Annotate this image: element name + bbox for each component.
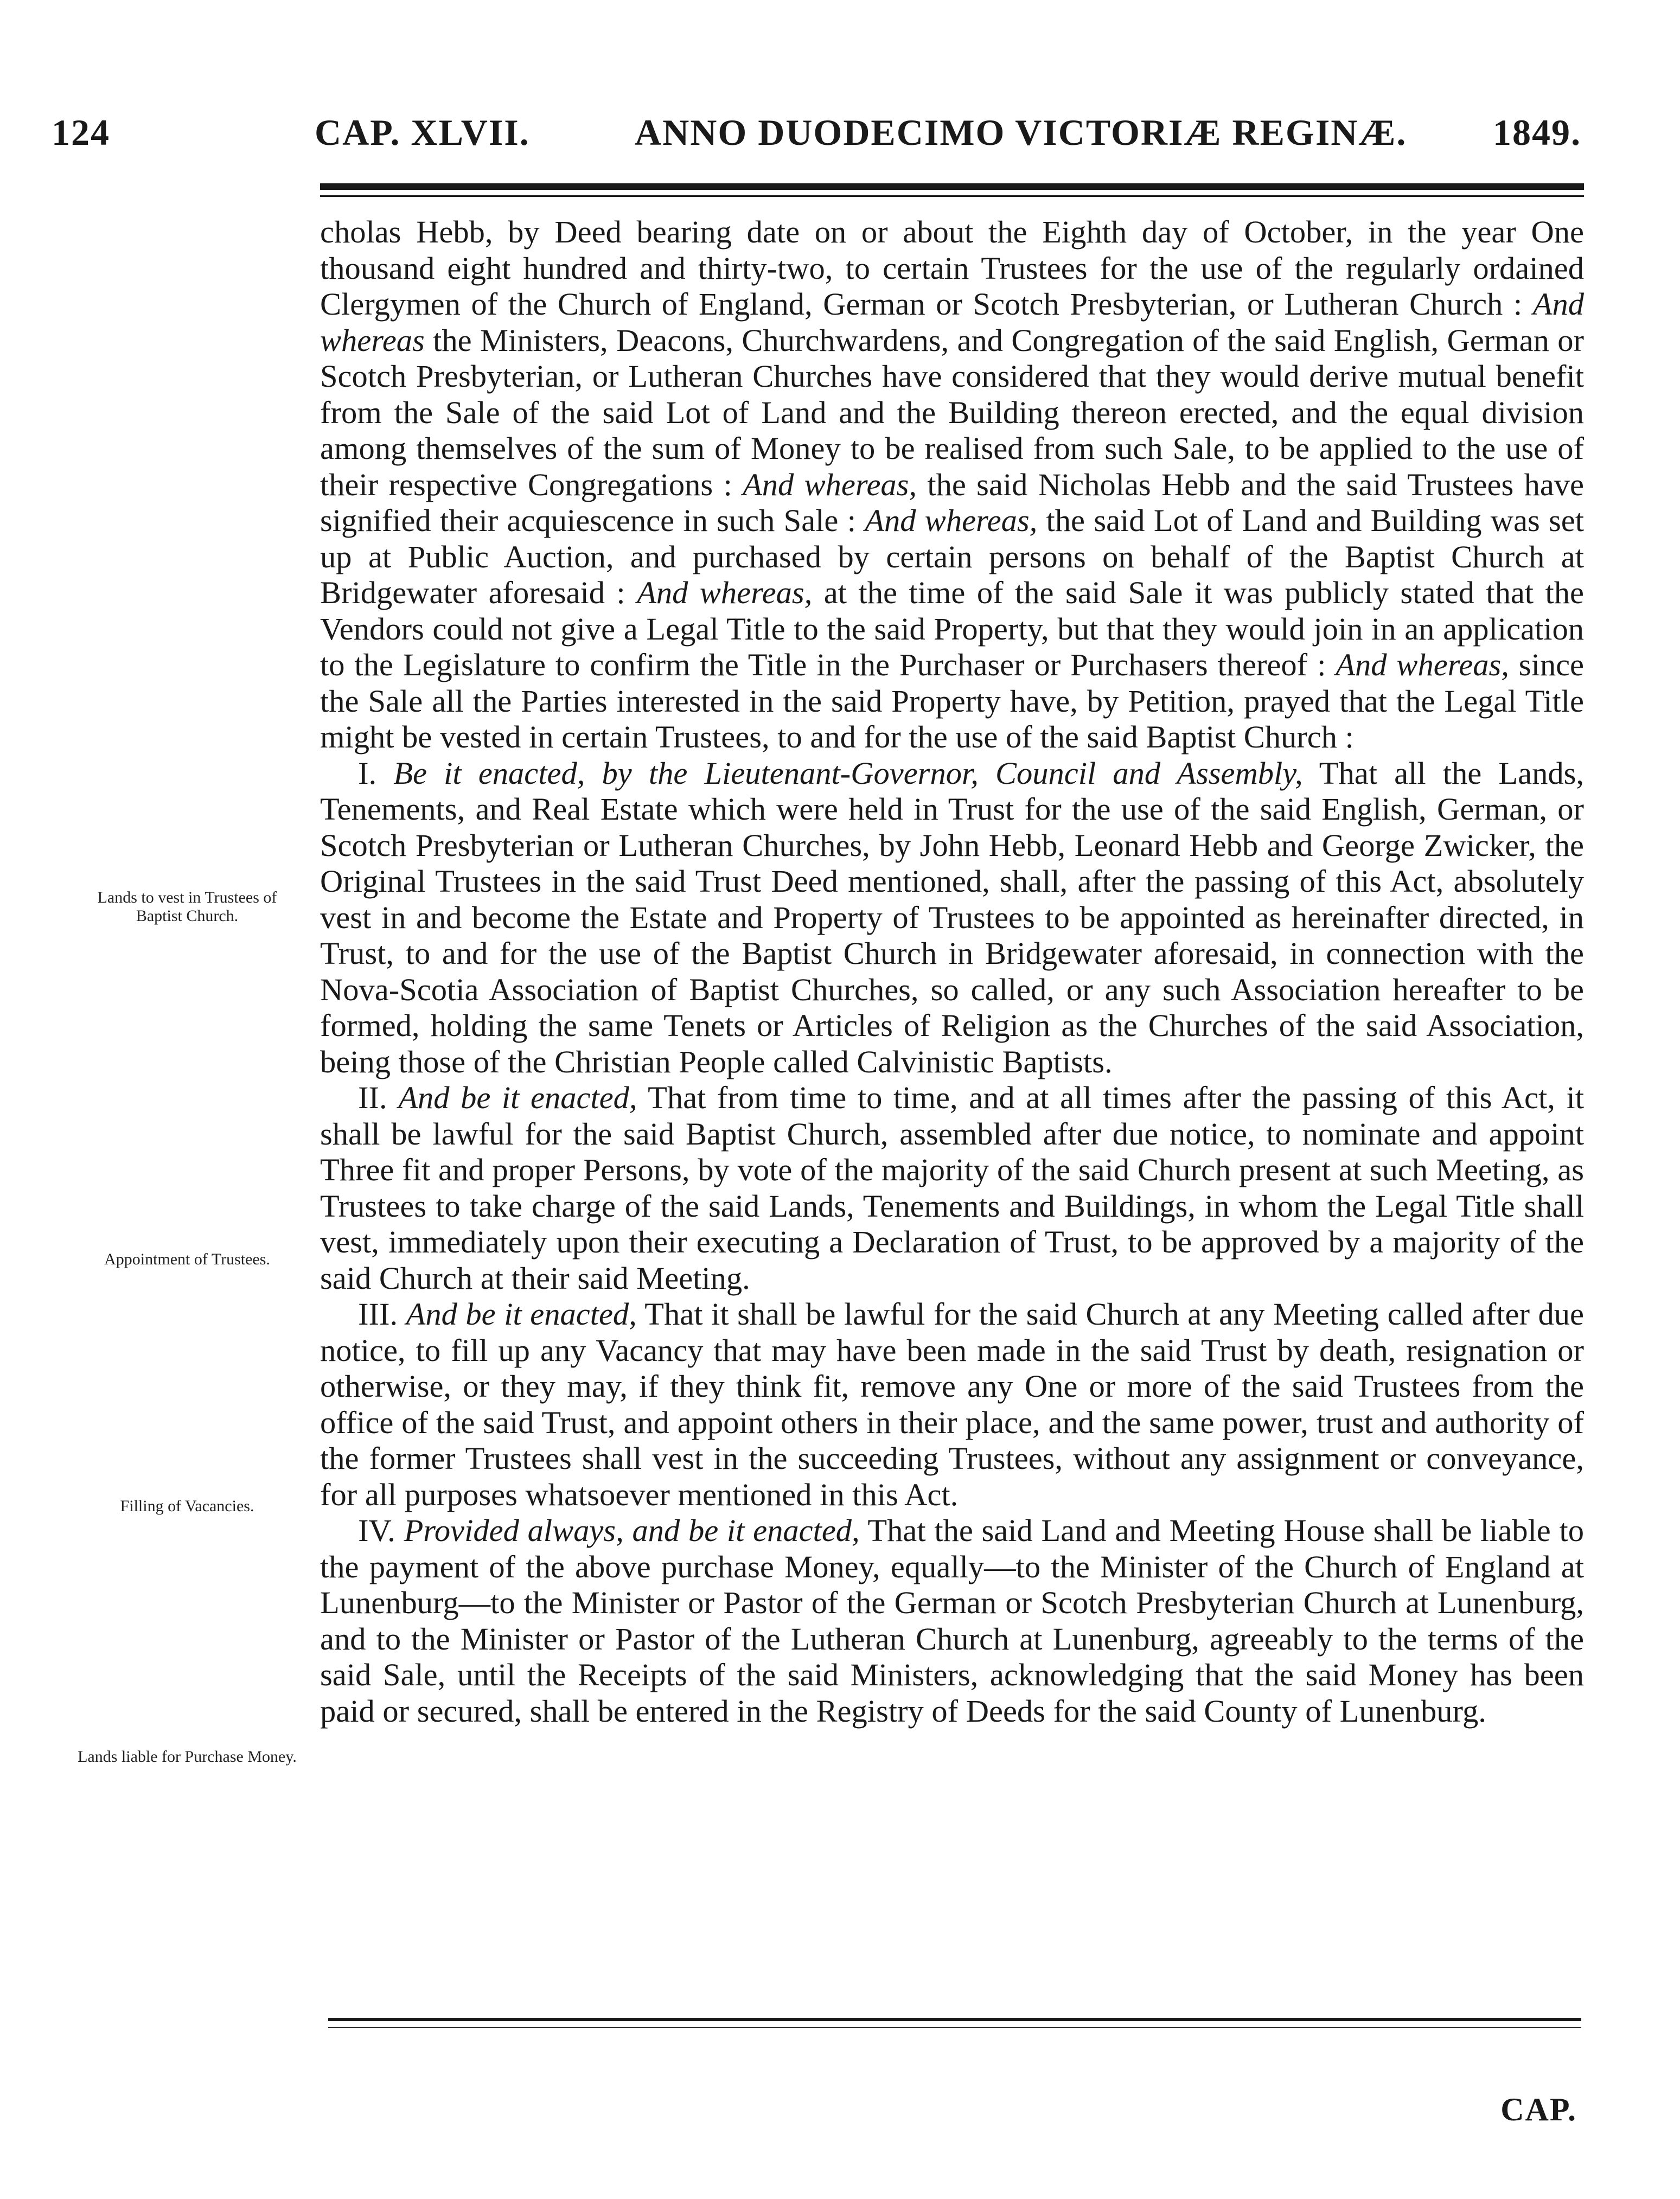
margin-note-vacancies: Filling of Vacancies. bbox=[120, 1497, 254, 1515]
section-number: II. bbox=[358, 1080, 399, 1115]
enacting-clause: Be it enacted, by the Lieutenant-Governor, Council and Assembly, bbox=[393, 755, 1303, 791]
preamble-text: since the Sale all the Parties interested in the said Property have, by Petition, prayed that the Legal Title might be vested in certain Trustees, to and for the use of the said Baptist Church : bbox=[320, 647, 1585, 755]
margin-note-appointment: Appointment of Trustees. bbox=[104, 1250, 270, 1268]
whereas-clause: And whereas, bbox=[743, 466, 917, 502]
preamble-text: the Ministers, Deacons, Churchwardens, and Congregation of the said English, German or Scotch Presbyterian, or Lutheran Churches have considered that they would derive mutual benefit from the Sale of the said Lot of Land and the Building thereon erected, and the equal division among themselves of the sum of Money to be realised from such Sale, to be applied to the use of their respective Congregations : bbox=[320, 322, 1584, 502]
section-number: I. bbox=[358, 755, 394, 791]
preamble-text: the said Nicholas Hebb and the said Trustees have signified their acquiescence in such Sale : bbox=[320, 466, 1584, 538]
section-text: That from time to time, and at all times after the passing of this Act, it shall be lawful for the said Baptist Church, assembled after due notice, to nominate and appoint Three fit and proper Persons, by vote of the majority of the said Church present at such Meeting, as Trustees to take charge of the said Lands, Tenements and Buildings, in whom the Legal Title shall vest, immediately upon their executing a Declaration of Trust, to be approved by a majority of the said Church at their said Meeting. bbox=[320, 1080, 1585, 1296]
margin-note-purchase-money: Lands liable for Purchase Money. bbox=[78, 1748, 297, 1766]
section-2 bbox=[320, 1080, 1584, 1296]
chapter-label: CAP. XLVII. bbox=[315, 112, 530, 153]
whereas-clause: And whereas, bbox=[865, 503, 1038, 538]
statute-body bbox=[320, 214, 1584, 1729]
running-title: ANNO DUODECIMO VICTORIÆ REGINÆ. bbox=[635, 112, 1407, 153]
section-number: IV. bbox=[358, 1513, 404, 1548]
enacting-clause: Provided always, and be it enacted, bbox=[404, 1513, 860, 1548]
preamble-text: cholas Hebb, by Deed bearing date on or about the Eighth day of October, in the year One thousand eight hundred and thirty-two, to certain Trustees for the use of the regularly ordained Clergymen of the Church of England, German or Scotch Presbyterian, or Lutheran Church : bbox=[320, 214, 1584, 322]
preamble-text: the said Lot of Land and Building was set up at Public Auction, and purchased by certain persons on behalf of the Baptist Church at Bridgewater aforesaid : bbox=[320, 503, 1585, 610]
section-3 bbox=[320, 1296, 1584, 1513]
whereas-clause: And whereas bbox=[320, 286, 1584, 358]
running-head bbox=[52, 111, 1581, 165]
whereas-clause: And whereas, bbox=[637, 575, 813, 610]
page-number: 124 bbox=[52, 112, 110, 153]
section-text: That all the Lands, Tenements, and Real Estate which were held in Trust for the use of the said English, German, or Scotch Presbyterian or Lutheran Churches, by John Hebb, Leonard Hebb and George Zwicker, the Original Trustees in the said Trust Deed mentioned, shall, after the passing of this Act, absolutely vest in and become the Estate and Property of Trustees to be appointed as hereinafter directed, in Trust, to and for the use of the Baptist Church in Bridgewater aforesaid, in connection with the Nova-Scotia Association of Baptist Churches, so called, or any such Association hereafter to be formed, holding the same Tenets or Articles of Religion as the Churches of the said Association, being those of the Christian People called Calvinistic Baptists. bbox=[320, 755, 1584, 1079]
section-4 bbox=[320, 1513, 1584, 1729]
section-text: That the said Land and Meeting House shall be liable to the payment of the above purchase Money, equally—to the Minister of the Church of England at Lunenburg—to the Minister or Pastor of the German or Scotch Presbyterian Church at Lunenburg, and to the Minister or Pastor of the Lutheran Church at Lunenburg, agreeably to the terms of the said Sale, until the Receipts of the said Ministers, acknowledging that the said Money has been paid or secured, shall be entered in the Registry of Deeds for the said County of Lunenburg. bbox=[320, 1513, 1584, 1729]
margin-note-lands-vest: Lands to vest in Trustees of Baptist Church. bbox=[97, 888, 277, 925]
enacting-clause: And be it enacted, bbox=[398, 1080, 637, 1115]
section-number: III. bbox=[358, 1296, 406, 1332]
footer-rule-thin bbox=[328, 2027, 1581, 2028]
section-text: That it shall be lawful for the said Church at any Meeting called after due notice, to fill up any Vacancy that may have been made in the said Trust by death, resignation or otherwise, or they may, if they think fit, remove any One or more of the said Trustees from the office of the said Trust, and appoint others in their place, and the same power, trust and authority of the former Trustees shall vest in the succeeding Trustees, without any assignment or conveyance, for all purposes whatsoever mentioned in this Act. bbox=[320, 1296, 1584, 1512]
header-rule-thick bbox=[320, 183, 1584, 190]
section-1 bbox=[320, 756, 1584, 1081]
catchword: CAP. bbox=[1500, 2092, 1577, 2127]
whereas-clause: And whereas, bbox=[1336, 647, 1509, 682]
header-rule-thin bbox=[320, 195, 1584, 197]
preamble-paragraph bbox=[320, 214, 1584, 756]
footer-rule-thick bbox=[328, 2018, 1581, 2021]
preamble-text: at the time of the said Sale it was publicly stated that the Vendors could not give a Legal Title to the said Property, but that they would join in an application to the Legislature to confirm the Title in the Purchaser or Purchasers thereof : bbox=[320, 575, 1584, 682]
year-label: 1849. bbox=[1493, 112, 1581, 153]
enacting-clause: And be it enacted, bbox=[406, 1296, 637, 1332]
